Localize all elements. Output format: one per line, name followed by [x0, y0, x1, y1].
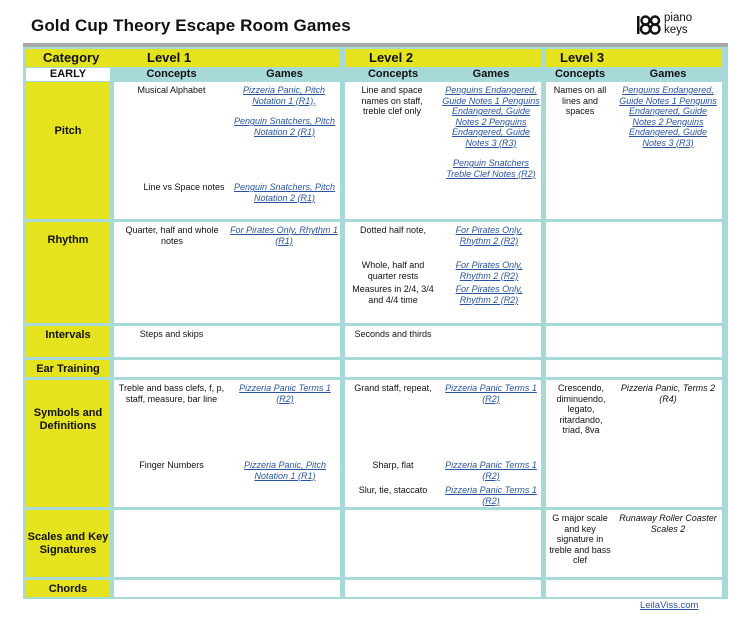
l2-pitch-concept: Line and space names on staff, treble clef only — [361, 85, 423, 116]
l1-pitch-concept-a: Musical Alphabet — [137, 85, 206, 95]
l1-rhythm-concept: Quarter, half and whole notes — [125, 225, 219, 246]
category-chords-label: Chords — [48, 583, 88, 595]
level3-concepts-header: Concepts — [554, 68, 606, 80]
level3-games-header: Games — [649, 68, 687, 80]
l3-ear-cell — [546, 360, 722, 377]
l2-symbols-concept-c: Slur, tie, staccato — [358, 485, 428, 495]
level1-games-header: Games — [266, 68, 303, 80]
l2-symbols-concept-b: Sharp, flat — [372, 460, 414, 470]
l3-scales-concept: G major scale and key signature in treble and bass clef — [549, 513, 611, 565]
header-level-2: Level 2 — [345, 49, 541, 67]
category-pitch-label: Pitch — [54, 125, 82, 137]
l2-rhythm-concept-a: Dotted half note, — [359, 225, 427, 235]
l1-pitch-game-link-a[interactable]: Pizzeria Panic, Pitch Notation 1 (R1), — [242, 85, 326, 106]
category-pitch — [26, 82, 110, 219]
l3-symbols-game: Pizzeria Panic, Terms 2 (R4) — [620, 383, 716, 404]
l1-rhythm-game-link[interactable]: For Pirates Only, Rhythm 1 (R1) — [230, 225, 338, 246]
l3-scales-game: Runaway Roller Coaster Scales 2 — [619, 513, 717, 534]
piano-keys-logo-icon — [636, 12, 662, 38]
curriculum-table — [23, 47, 728, 599]
l3-chords-cell — [546, 580, 722, 597]
l1-symbols-concept-a: Treble and bass clefs, f, p, staff, measure, bar line — [118, 383, 225, 404]
category-scales-label: Scales and Key Signatures — [27, 531, 109, 556]
category-rhythm-label: Rhythm — [47, 234, 89, 246]
l3-pitch-game-link[interactable]: Penguins Endangered, Guide Notes 1 Penguins Endangered, Guide Notes 2 Penguins Endangered, Guide Notes 3 (R3) — [619, 85, 717, 148]
l2-pitch-game-link-b[interactable]: Penguin Snatchers Treble Clef Notes (R2) — [446, 158, 536, 179]
l1-intervals-concept: Steps and skips — [139, 329, 204, 339]
category-ear-training-label: Ear Training — [36, 363, 100, 375]
l2-rhythm-concept-b: Whole, half and quarter rests — [361, 260, 425, 281]
l1-symbols-game-link-a[interactable]: Pizzeria Panic Terms 1 (R2) — [239, 383, 331, 404]
category-symbols — [26, 380, 110, 507]
l1-chords-cell — [114, 580, 340, 597]
logo-text-keys: keys — [664, 24, 688, 36]
l1-pitch-game-link-b[interactable]: Penguin Snatchers, Pitch Notation 2 (R1) — [233, 116, 336, 137]
category-symbols-label: Symbols and Definitions — [33, 407, 103, 432]
level2-concepts-header: Concepts — [367, 68, 419, 80]
level2-games-header: Games — [472, 68, 510, 80]
header-level-1: Level 1 — [114, 49, 340, 67]
l1-pitch-concept-b: Line vs Space notes — [143, 182, 225, 192]
l2-symbols-game-link-b[interactable]: Pizzeria Panic Terms 1 (R2) — [445, 460, 537, 481]
logo-text-piano: piano — [664, 12, 693, 24]
category-intervals-label: Intervals — [45, 329, 91, 341]
l1-ear-cell — [114, 360, 340, 377]
l2-rhythm-game-link-b[interactable]: For Pirates Only, Rhythm 2 (R2) — [455, 260, 523, 281]
l2-rhythm-game-link-a[interactable]: For Pirates Only, Rhythm 2 (R2) — [455, 225, 523, 246]
l2-symbols-concept-a: Grand staff, repeat, — [354, 383, 432, 393]
l2-symbols-game-link-c[interactable]: Pizzeria Panic Terms 1 (R2) — [445, 485, 537, 506]
l3-intervals-cell — [546, 326, 722, 357]
l3-pitch-concept: Names on all lines and spaces — [553, 85, 607, 116]
l1-symbols-concept-b: Finger Numbers — [139, 460, 204, 470]
page-title: Gold Cup Theory Escape Room Games — [31, 16, 351, 35]
early-label: EARLY — [26, 68, 110, 81]
l1-pitch-game-link-c[interactable]: Penguin Snatchers, Pitch Notation 2 (R1) — [233, 182, 336, 203]
l2-chords-cell — [345, 580, 541, 597]
l2-rhythm-game-link-c[interactable]: For Pirates Only, Rhythm 2 (R2) — [455, 284, 523, 305]
l3-rhythm-cell — [546, 222, 722, 323]
l2-ear-cell — [345, 360, 541, 377]
footer-website-link[interactable]: LeilaViss.com — [640, 600, 699, 611]
l2-pitch-game-link-a[interactable]: Penguins Endangered, Guide Notes 1 Penguins Endangered, Guide Notes 2 Penguins Endangered, Guide Notes 3 (R3) — [442, 85, 540, 148]
l2-rhythm-concept-c: Measures in 2/4, 3/4 and 4/4 time — [352, 284, 434, 305]
l2-intervals-concept: Seconds and thirds — [354, 329, 432, 339]
l1-scales-cell — [114, 510, 340, 577]
l2-symbols-game-link-a[interactable]: Pizzeria Panic Terms 1 (R2) — [445, 383, 537, 404]
header-level-3: Level 3 — [546, 49, 722, 67]
brand-logo — [636, 12, 706, 40]
header-category: Category — [26, 49, 114, 67]
l1-symbols-game-link-b[interactable]: Pizzeria Panic, Pitch Notation 1 (R1) — [243, 460, 327, 481]
level1-concepts-header: Concepts — [146, 68, 197, 80]
l3-symbols-concept: Crescendo, diminuendo, legato, ritardando, triad, 8va — [556, 383, 606, 435]
l2-scales-cell — [345, 510, 541, 577]
